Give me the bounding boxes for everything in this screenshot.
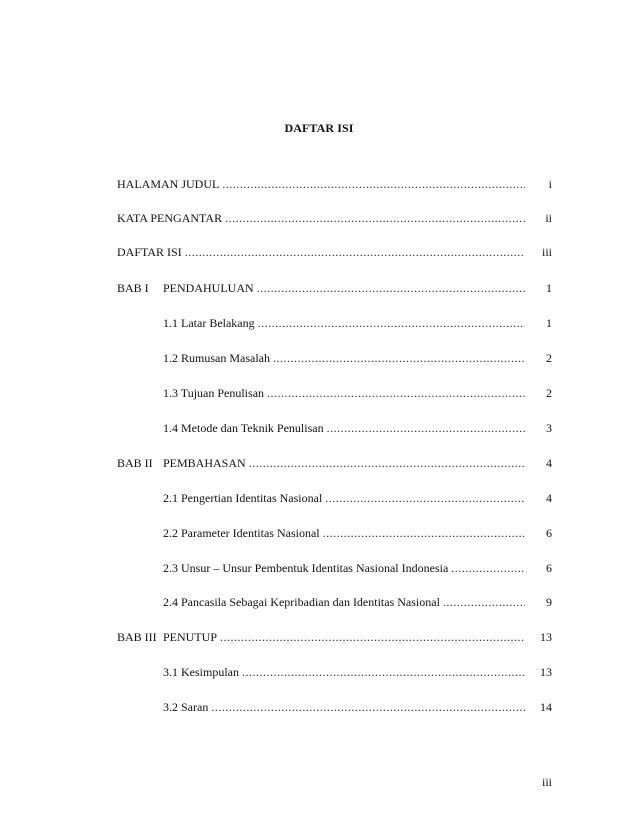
toc-entry-page: 13 [540, 665, 552, 679]
toc-entry-label: PENDAHULUAN [163, 281, 254, 295]
toc-entry-label: 1.2 Rumusan Masalah [163, 351, 270, 365]
toc-entry-page: 6 [546, 561, 552, 575]
toc-entry-page: 4 [546, 491, 552, 505]
toc-subentry [163, 665, 552, 681]
toc-entry-label: PENUTUP [163, 630, 218, 644]
toc-subentry [163, 700, 552, 716]
toc-entry-page: 6 [546, 526, 552, 540]
toc-leader-dots [327, 421, 525, 436]
toc-subentry [163, 386, 552, 402]
toc-chapter-number: BAB III [117, 630, 157, 644]
toc-entry-label: 2.4 Pancasila Sebagai Kepribadian dan Identitas Nasional [163, 595, 440, 609]
toc-subentry [163, 491, 552, 507]
toc-leader-dots [325, 491, 525, 506]
toc-entry-label: 1.3 Tujuan Penulisan [163, 386, 265, 400]
toc-subentry [163, 526, 552, 542]
toc-entry-page: i [548, 177, 552, 191]
toc-entry-label: 2.3 Unsur – Unsur Pembentuk Identitas Nasional Indonesia [163, 561, 449, 575]
toc-leader-dots [257, 281, 525, 296]
toc-entry-page: 2 [546, 351, 552, 365]
toc-leader-dots [211, 700, 525, 715]
toc-entry-page: 4 [546, 456, 552, 470]
toc-subentry [163, 595, 552, 611]
toc-leader-dots [443, 595, 525, 610]
toc-leader-dots [323, 526, 525, 541]
toc-entry-label: DAFTAR ISI [117, 245, 182, 259]
footer-page-number: iii [541, 775, 552, 789]
toc-chapter-entry [117, 456, 552, 472]
toc-entry-label: 3.2 Saran [163, 700, 209, 714]
toc-entry-label: 3.1 Kesimpulan [163, 665, 239, 679]
toc-leader-dots [220, 630, 525, 645]
toc-entry-page: 14 [540, 700, 552, 714]
toc-chapter-entry [117, 630, 552, 646]
toc-leader-dots [242, 665, 525, 680]
toc-entry-page: ii [545, 211, 552, 225]
toc-leader-dots [185, 245, 525, 260]
toc-chapter-entry [117, 281, 552, 297]
toc-entry-label: KATA PENGANTAR [117, 211, 223, 225]
toc-leader-dots [273, 351, 525, 366]
toc-chapter-number: BAB I [117, 281, 149, 295]
toc-subentry [163, 421, 552, 437]
toc-entry-page: 2 [546, 386, 552, 400]
toc-entry-label: HALAMAN JUDUL [117, 177, 220, 191]
toc-entry-page: iii [541, 245, 552, 259]
toc-entry-page: 9 [546, 595, 552, 609]
toc-entry-page: 1 [546, 281, 552, 295]
toc-entry [117, 245, 552, 261]
toc-leader-dots [249, 456, 525, 471]
toc-subentry [163, 351, 552, 367]
toc-leader-dots [225, 211, 525, 226]
toc-entry [117, 177, 552, 193]
toc-entry-label: 2.1 Pengertian Identitas Nasional [163, 491, 323, 505]
toc-entry-page: 3 [546, 421, 552, 435]
page-title: DAFTAR ISI [284, 121, 354, 135]
toc-leader-dots [258, 316, 525, 331]
toc-entry-label: PEMBAHASAN [163, 456, 246, 470]
toc-leader-dots [451, 561, 525, 576]
toc-chapter-number: BAB II [117, 456, 153, 470]
toc-entry [117, 211, 552, 227]
toc-entry-label: 2.2 Parameter Identitas Nasional [163, 526, 320, 540]
toc-entry-page: 1 [546, 316, 552, 330]
toc-leader-dots [267, 386, 525, 401]
toc-subentry [163, 561, 552, 577]
toc-subentry [163, 316, 552, 332]
toc-entry-page: 13 [540, 630, 552, 644]
toc-entry-label: 1.4 Metode dan Teknik Penulisan [163, 421, 324, 435]
toc-entry-label: 1.1 Latar Belakang [163, 316, 255, 330]
toc-leader-dots [222, 177, 525, 192]
